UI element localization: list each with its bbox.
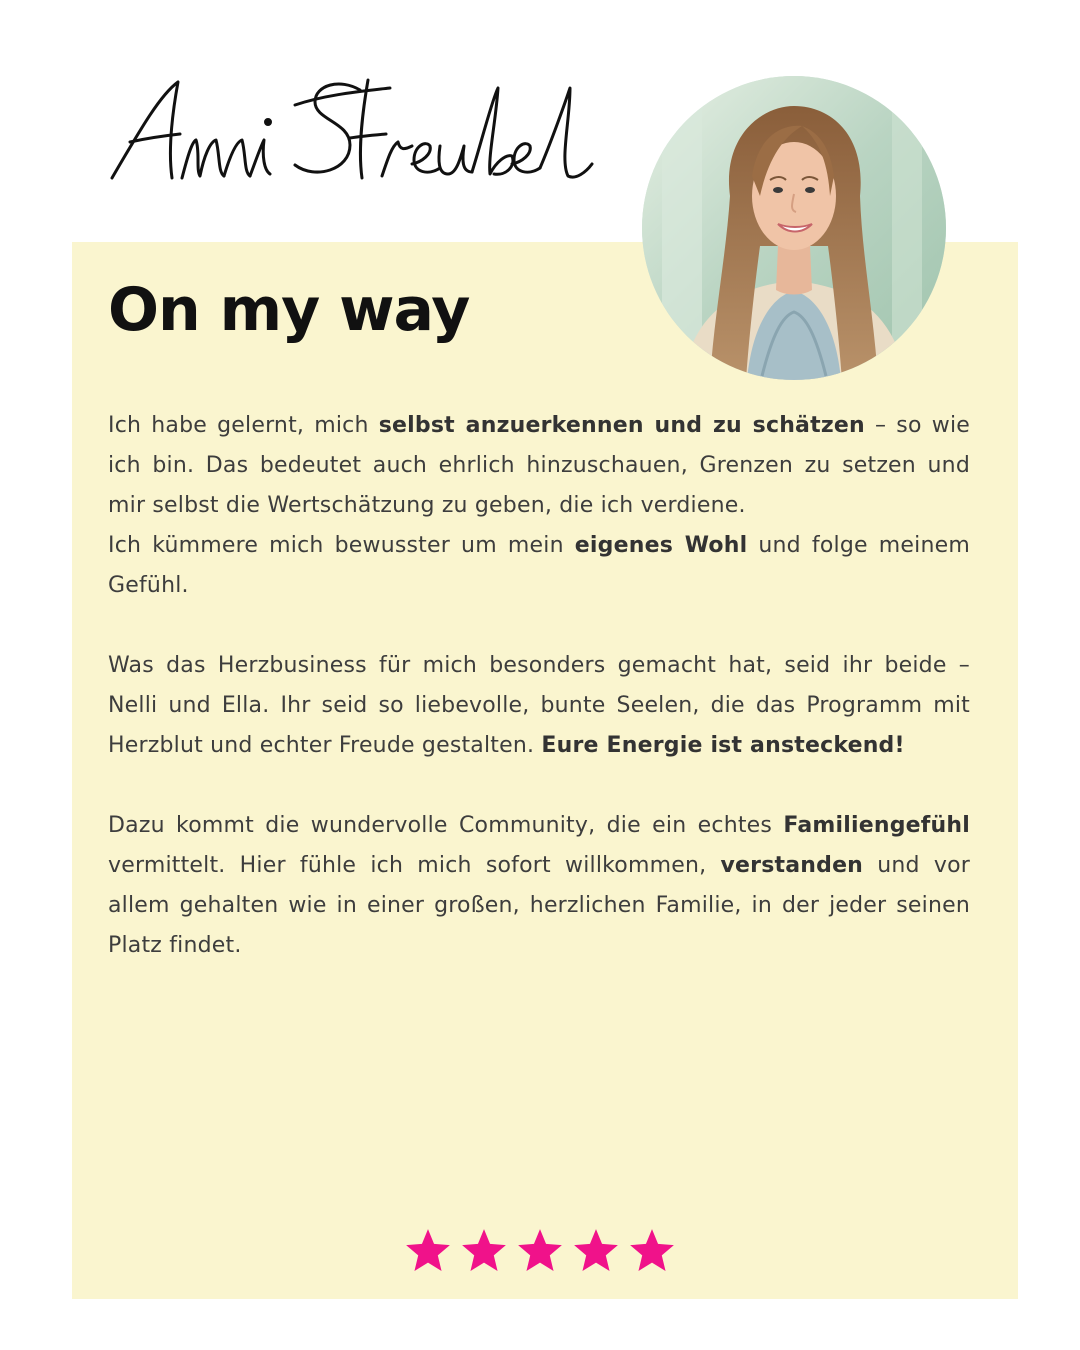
testimonial-paragraph-1: Ich habe gelernt, mich selbst anzuerkennen und zu schätzen – so wie ich bin. Das bedeutet auch ehrlich hinzuschauen, Grenzen zu setzen und mir selbst die Wertschätzung zu geben, die ich verdiene. xyxy=(108,413,970,518)
card-title: On my way xyxy=(108,275,470,345)
signature-name xyxy=(100,60,600,210)
testimonial-paragraph-4: Dazu kommt die wundervolle Community, die ein echtes Familiengefühl vermittelt. Hier fühle ich mich sofort willkommen, verstanden und vor allem gehalten wie in einer großen, herzlichen Familie, in der jeder seinen Platz findet. xyxy=(108,813,970,958)
signature-script-graphic xyxy=(100,60,600,210)
star-rating xyxy=(0,1226,1080,1276)
star-icon xyxy=(403,1226,453,1276)
star-icon xyxy=(459,1226,509,1276)
testimonial-body xyxy=(108,406,970,966)
star-icon xyxy=(571,1226,621,1276)
star-icon xyxy=(627,1226,677,1276)
testimonial-paragraph-2: Ich kümmere mich bewusster um mein eigenes Wohl und folge meinem Gefühl. xyxy=(108,533,970,598)
testimonial-paragraph-3: Was das Herzbusiness für mich besonders gemacht hat, seid ihr beide – Nelli und Ella. Ihr seid so liebevolle, bunte Seelen, die das Programm mit Herzblut und echter Freude gestalten. Eure Energie ist ansteckend! xyxy=(108,653,970,758)
profile-photo xyxy=(642,76,946,380)
star-icon xyxy=(515,1226,565,1276)
portrait-photo-icon xyxy=(642,76,946,380)
